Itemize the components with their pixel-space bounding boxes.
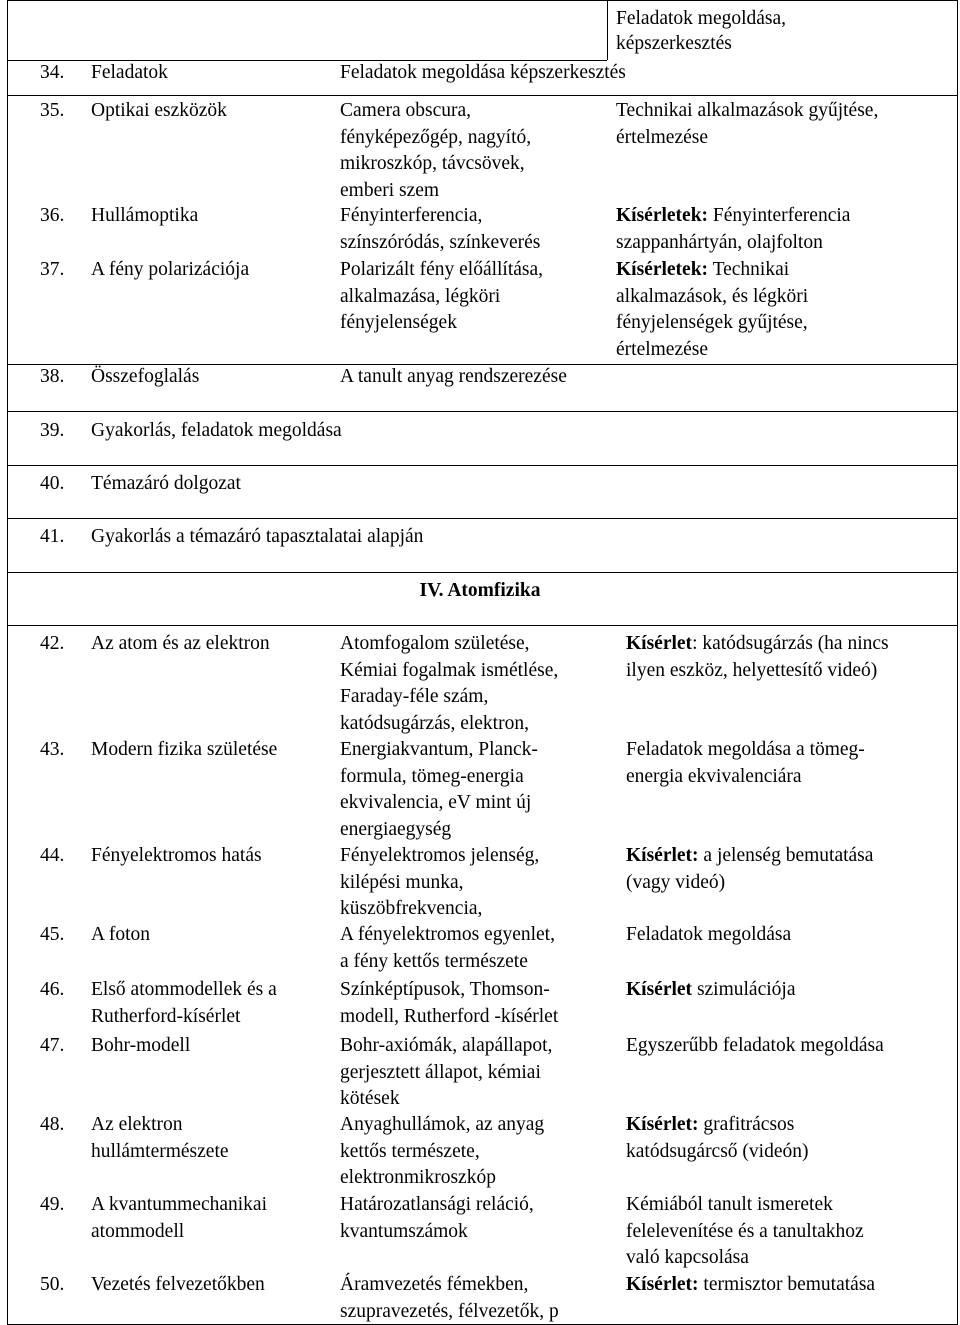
lesson-content: Áramvezetés fémekben, szupravezetés, félvezetők, p	[340, 1274, 559, 1322]
lesson-topic: A foton	[91, 924, 151, 945]
lesson-number: 45.	[40, 924, 65, 945]
lesson-content: Bohr-axiómák, alapállapot, gerjesztett állapot, kémiai kötések	[340, 1035, 553, 1109]
lesson-activity: Technikai alkalmazások gyűjtése, értelmezése	[616, 100, 879, 148]
lesson-topic: Az atom és az elektron	[91, 633, 270, 654]
rule-41-bottom	[7, 572, 958, 573]
rule-top	[7, 0, 958, 1]
lesson-number: 48.	[40, 1114, 65, 1135]
lesson-number: 35.	[40, 100, 65, 121]
divider-activity-top	[607, 0, 608, 60]
lesson-number: 37.	[40, 259, 65, 280]
lesson-number: 44.	[40, 845, 65, 866]
lesson-activity: Kísérlet: katódsugárzás (ha nincs ilyen eszköz, helyettesítő videó)	[626, 633, 889, 681]
continued-activity-line-1: Feladatok megoldása,	[616, 8, 787, 29]
lesson-number: 46.	[40, 979, 65, 1000]
lesson-activity: Feladatok megoldása a tömeg- energia ekvivalenciára	[626, 739, 865, 787]
lesson-content: A fényelektromos egyenlet, a fény kettős természete	[340, 924, 555, 972]
lesson-activity: Feladatok megoldása	[626, 924, 792, 945]
lesson-content: Határozatlansági reláció, kvantumszámok	[340, 1194, 534, 1242]
lesson-topic: Fényelektromos hatás	[91, 845, 262, 866]
lesson-activity: Kísérlet: a jelenség bemutatása (vagy videó)	[626, 845, 874, 893]
lesson-topic: Az elektron hullámtermészete	[91, 1114, 229, 1162]
lesson-activity: Kémiából tanult ismeretek felelevenítése és a tanultakhoz való kapcsolása	[626, 1194, 864, 1268]
lesson-topic: Gyakorlás a témazáró tapasztalatai alapján	[91, 526, 424, 547]
lesson-topic: A fény polarizációja	[91, 259, 250, 280]
lesson-number: 42.	[40, 633, 65, 654]
lesson-content: Camera obscura, fényképezőgép, nagyító, mikroszkóp, távcsövek, emberi szem	[340, 100, 532, 201]
lesson-content: Polarizált fény előállítása, alkalmazása, légköri fényjelenségek	[340, 259, 544, 333]
rule-40	[7, 465, 958, 466]
border-right	[957, 0, 958, 1325]
lesson-number: 39.	[40, 420, 65, 441]
border-left	[7, 0, 8, 1325]
lesson-activity: Kísérlet szimulációja	[626, 979, 796, 1000]
lesson-topic: Modern fizika születése	[91, 739, 278, 760]
continued-activity-line-2: képszerkesztés	[616, 33, 732, 54]
section-title: IV. Atomfizika	[419, 580, 541, 601]
lesson-topic: Bohr-modell	[91, 1035, 191, 1056]
lesson-content: Atomfogalom születése, Kémiai fogalmak ismétlése, Faraday-féle szám, katódsugárzás, elektron,	[340, 633, 559, 734]
rule-41	[7, 518, 958, 519]
lesson-content: Fényelektromos jelenség, kilépési munka, küszöbfrekvencia,	[340, 845, 540, 919]
lesson-content: Feladatok megoldása képszerkesztés	[340, 62, 626, 83]
lesson-topic: Gyakorlás, feladatok megoldása	[91, 420, 342, 441]
lesson-content: A tanult anyag rendszerezése	[340, 366, 567, 387]
rule-39	[7, 411, 958, 412]
lesson-topic: Hullámoptika	[91, 205, 199, 226]
lesson-number: 40.	[40, 473, 65, 494]
lesson-number: 36.	[40, 205, 65, 226]
lesson-content: Fényinterferencia, színszóródás, színkeverés	[340, 205, 541, 253]
lesson-topic: Témazáró dolgozat	[91, 473, 241, 494]
lesson-activity: Egyszerűbb feladatok megoldása	[626, 1035, 884, 1056]
lesson-number: 49.	[40, 1194, 65, 1215]
lesson-activity: Kísérlet: grafitrácsos katódsugárcső (videón)	[626, 1114, 809, 1162]
lesson-topic: Optikai eszközök	[91, 100, 227, 121]
lesson-activity: Kísérletek: Fényinterferencia szappanhártyán, olajfolton	[616, 205, 851, 253]
lesson-number: 38.	[40, 366, 65, 387]
lesson-topic: Összefoglalás	[91, 366, 200, 387]
lesson-number: 47.	[40, 1035, 65, 1056]
lesson-topic: Első atommodellek és a Rutherford-kísérlet	[91, 979, 277, 1027]
lesson-activity: Kísérlet: termisztor bemutatása	[626, 1274, 876, 1295]
rule-35	[7, 95, 958, 96]
lesson-number: 41.	[40, 526, 65, 547]
lesson-activity: Kísérletek: Technikai alkalmazások, és légköri fényjelenségek gyűjtése, értelmezése	[616, 259, 809, 360]
lesson-number: 43.	[40, 739, 65, 760]
lesson-topic: A kvantummechanikai atommodell	[91, 1194, 267, 1242]
lesson-content: Színképtípusok, Thomson- modell, Rutherford -kísérlet	[340, 979, 559, 1027]
lesson-number: 50.	[40, 1274, 65, 1295]
lesson-topic: Vezetés felvezetőkben	[91, 1274, 265, 1295]
rule-section	[7, 625, 958, 626]
lesson-content: Anyaghullámok, az anyag kettős természete, elektronmikroszkóp	[340, 1114, 545, 1188]
lesson-content: Energiakvantum, Planck- formula, tömeg-energia ekvivalencia, eV mint új energiaegység	[340, 739, 538, 840]
lesson-number: 34.	[40, 62, 65, 83]
lesson-topic: Feladatok	[91, 62, 168, 83]
